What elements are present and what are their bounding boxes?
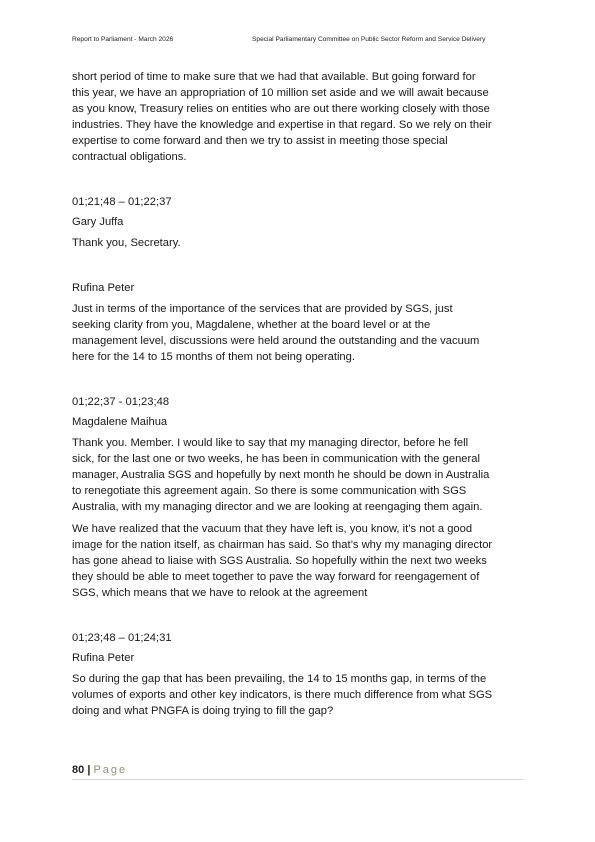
speaker-name: Magdalene Maihua <box>72 416 168 428</box>
speaker-name: Rufina Peter <box>72 282 135 294</box>
timestamp: 01;23;48 – 01;24;31 <box>72 632 172 644</box>
text-line: here for the 14 to 15 months of them not being operating. <box>72 351 355 363</box>
text-line: doing and what PNGFA is doing trying to fill the gap? <box>72 705 334 717</box>
transcript-block-0 <box>72 69 524 165</box>
text-line: SGS, which means that we have to relook at the agreement <box>72 587 368 599</box>
timestamp: 01;21;48 – 01;22;37 <box>72 196 172 208</box>
text-line: they should be able to meet together to pave the way forward for reengagement of <box>72 571 480 583</box>
header-committee-name: Special Parliamentary Committee on Public Sector Reform and Service Delivery <box>252 36 486 43</box>
transcript-body <box>72 69 524 719</box>
transcript-block-3 <box>72 394 524 601</box>
speaker-name: Rufina Peter <box>72 652 135 664</box>
timestamp: 01;22;37 - 01;23;48 <box>72 396 170 408</box>
page-number: 80 <box>72 764 85 776</box>
text-line: We have realized that the vacuum that they have left is, you know, it’s not a good <box>72 523 473 535</box>
speaker-name: Gary Juffa <box>72 216 124 228</box>
text-line: sick, for the last one or two weeks, he has been in communication with the general <box>72 453 480 465</box>
text-line: short period of time to make sure that we had that available. But going forward for <box>72 71 476 83</box>
text-line: as you know, Treasury relies on entities who are out there working closely with those <box>72 103 490 115</box>
footer-divider <box>72 779 524 780</box>
page-separator: | <box>87 764 91 776</box>
text-line: contractual obligations. <box>72 151 187 163</box>
header-report-title: Report to Parliament - March 2026 <box>72 36 174 43</box>
text-line: Just in terms of the importance of the services that are provided by SGS, just <box>72 303 453 315</box>
text-line: image for the nation itself, as chairman has said. So that’s why my managing director <box>72 539 493 551</box>
text-line: Australia, with my managing director and we are looking at reengaging them again. <box>72 501 483 513</box>
text-line: Thank you, Secretary. <box>72 237 181 249</box>
transcript-block-4 <box>72 630 524 719</box>
text-line: has gone ahead to liaise with SGS Australia. So hopefully within the next two weeks <box>72 555 487 567</box>
text-line: management level, discussions were held around the outstanding and the vacuum <box>72 335 480 347</box>
transcript-block-2 <box>72 280 524 365</box>
text-line: to renegotiate this agreement again. So there is some communication with SGS <box>72 485 467 497</box>
text-line: expertise to come forward and then we try to assist in meeting those special <box>72 135 448 147</box>
text-line: seeking clarity from you, Magdalene, whether at the board level or at the <box>72 319 431 331</box>
page-label: Page <box>93 764 128 776</box>
page-footer <box>72 764 524 776</box>
text-line: manager, Australia SGS and hopefully by next month he should be down in Australia <box>72 469 490 481</box>
text-line: volumes of exports and other key indicators, is there much difference from what SGS <box>72 689 493 701</box>
text-line: industries. They have the knowledge and expertise in that regard. So we rely on their <box>72 119 492 131</box>
text-line: So during the gap that has been prevailing, the 14 to 15 months gap, in terms of the <box>72 673 487 685</box>
text-line: this year, we have an appropriation of 10 million set aside and we will await because <box>72 87 489 99</box>
transcript-block-1 <box>72 194 524 251</box>
text-line: Thank you. Member. I would like to say that my managing director, before he fell <box>72 437 469 449</box>
